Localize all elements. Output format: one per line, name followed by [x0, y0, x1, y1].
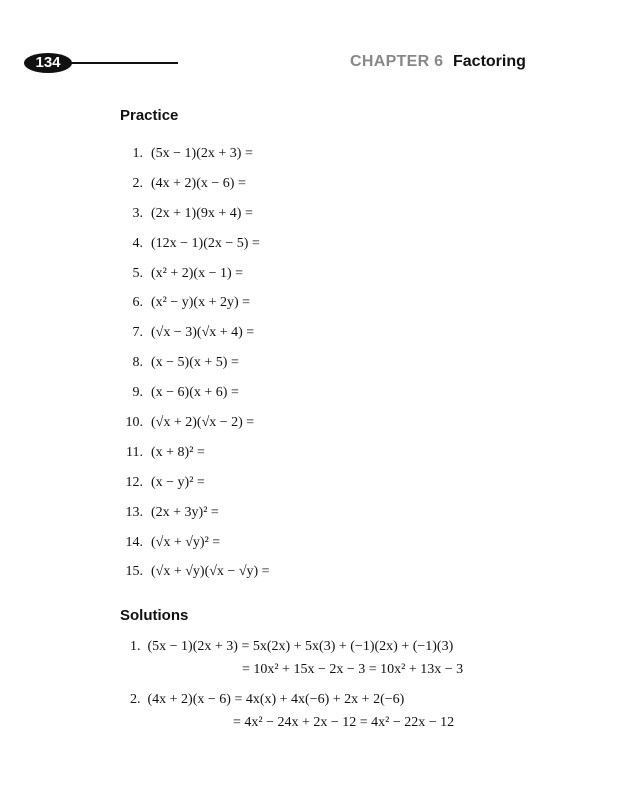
item-number: 14. — [125, 534, 143, 550]
item-expression: (4x + 2)(x − 6) = — [151, 175, 246, 191]
item-expression: (√x + √y)(√x − √y) = — [151, 564, 270, 580]
practice-item — [113, 498, 533, 528]
item-number: 5. — [132, 265, 143, 281]
practice-item — [113, 528, 533, 558]
item-number: 12. — [125, 474, 143, 490]
item-expression: (√x + √y)² = — [151, 534, 221, 550]
practice-item — [113, 318, 533, 348]
practice-item — [113, 288, 533, 318]
item-expression: (2x + 3y)² = — [151, 504, 219, 520]
item-number: 1. — [132, 145, 143, 161]
practice-item — [113, 169, 533, 199]
item-number: 2. — [132, 175, 143, 191]
item-number: 15. — [125, 564, 143, 580]
chapter-label: CHAPTER 6 — [350, 53, 444, 70]
chapter-title: Factoring — [453, 53, 526, 70]
item-number: 13. — [125, 504, 143, 520]
header-rule — [66, 62, 178, 64]
practice-item — [113, 229, 533, 259]
practice-item — [113, 557, 533, 587]
item-expression: (x − 5)(x + 5) = — [151, 355, 239, 371]
item-number: 3. — [132, 205, 143, 221]
item-number: 6. — [132, 295, 143, 311]
practice-item — [113, 468, 533, 498]
item-number: 7. — [132, 325, 143, 341]
solution-2-line-1 — [130, 692, 404, 708]
item-number: 9. — [132, 385, 143, 401]
solution-1-line-2: = 10x² + 15x − 2x − 3 = 10x² + 13x − 3 — [242, 662, 464, 677]
item-expression: (5x − 1)(2x + 3) = — [151, 145, 253, 161]
solution-2-line-2: = 4x² − 24x + 2x − 12 = 4x² − 22x − 12 — [233, 715, 455, 730]
practice-item — [113, 408, 533, 438]
page-number: 134 — [24, 53, 72, 73]
practice-list — [113, 139, 533, 587]
solution-number: 1. — [130, 639, 141, 654]
solution-equation: (4x + 2)(x − 6) = 4x(x) + 4x(−6) + 2x + 2(−6) — [147, 692, 405, 707]
practice-item — [113, 438, 533, 468]
practice-item — [113, 378, 533, 408]
item-expression: (12x − 1)(2x − 5) = — [151, 235, 260, 251]
item-expression: (x − y)² = — [151, 474, 205, 490]
item-expression: (x² + 2)(x − 1) = — [151, 265, 244, 281]
practice-item — [113, 348, 533, 378]
item-expression: (√x − 3)(√x + 4) = — [151, 325, 255, 341]
practice-heading: Practice — [120, 107, 179, 124]
item-expression: (2x + 1)(9x + 4) = — [151, 205, 253, 221]
item-number: 10. — [125, 414, 143, 430]
item-expression: (x² − y)(x + 2y) = — [151, 295, 251, 311]
practice-item — [113, 259, 533, 289]
solution-1-line-1 — [130, 639, 453, 655]
practice-item — [113, 139, 533, 169]
solution-equation: (5x − 1)(2x + 3) = 5x(2x) + 5x(3) + (−1)(2x) + (−1)(3) — [147, 639, 454, 654]
item-number: 4. — [132, 235, 143, 251]
practice-item — [113, 199, 533, 229]
item-number: 11. — [126, 444, 143, 460]
item-expression: (x + 8)² = — [151, 444, 205, 460]
item-expression: (√x + 2)(√x − 2) = — [151, 414, 255, 430]
item-number: 8. — [132, 355, 143, 371]
item-expression: (x − 6)(x + 6) = — [151, 385, 239, 401]
solution-number: 2. — [130, 692, 141, 707]
solutions-heading: Solutions — [120, 607, 189, 624]
